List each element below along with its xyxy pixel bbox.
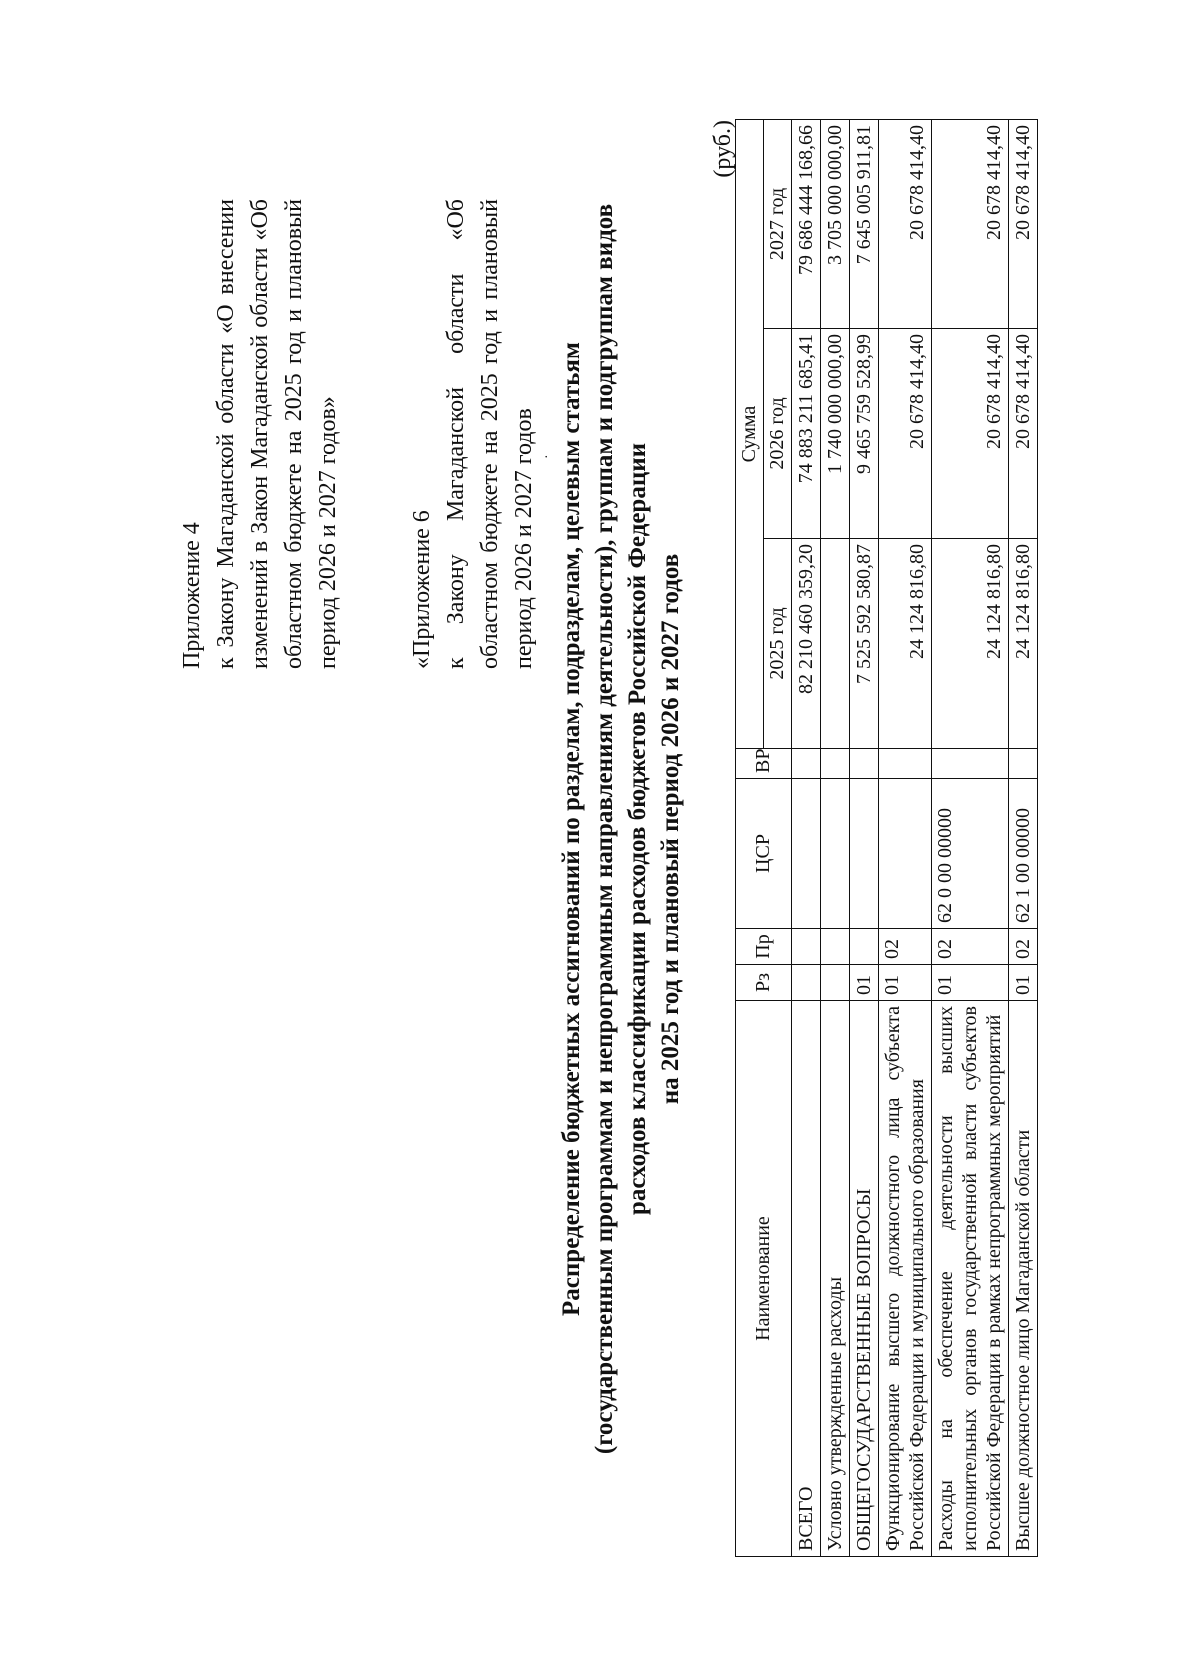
row-sum-2025: 24 124 816,80: [1009, 539, 1038, 749]
title-line: расходов классификации расходов бюджетов Российской Федерации: [624, 442, 651, 1216]
row-rz: [792, 965, 821, 1001]
header-csr: ЦСР: [736, 779, 792, 929]
row-pr: 02: [1009, 929, 1038, 965]
appendix-4-line: к Закону Магаданской области «О внесении изменений в Закон Магаданской области «Об областном бюджете на 2025 год и плановый период 2026 и 2027 годов»: [213, 199, 341, 669]
table-row: [821, 120, 850, 1557]
row-pr: [850, 929, 879, 965]
appendix-6-line: «Приложение 6: [409, 510, 435, 669]
table-row: [932, 120, 1009, 1557]
row-sum-2027: 20 678 414,40: [879, 120, 932, 329]
row-sum-2025: 82 210 460 359,20: [792, 539, 821, 749]
header-2025: 2025 год: [764, 539, 792, 749]
row-sum-2027: 20 678 414,40: [932, 120, 1009, 329]
row-csr: [792, 779, 821, 929]
row-sum-2027: 20 678 414,40: [1009, 120, 1038, 329]
row-sum-2026: 1 740 000 000,00: [821, 329, 850, 539]
row-sum-2025: 24 124 816,80: [879, 539, 932, 749]
table-row: [1009, 120, 1038, 1557]
document-title: [555, 119, 687, 1539]
row-pr: [792, 929, 821, 965]
row-vr: [850, 749, 879, 779]
row-name: Расходы на обеспечение деятельности высших исполнительных органов государственной власти субъектов Российской Федерации в рамках непрограммных мероприятий: [932, 1001, 1009, 1557]
appendix-4-note: [175, 199, 345, 669]
row-sum-2025: [821, 539, 850, 749]
row-sum-2025: 24 124 816,80: [932, 539, 1009, 749]
stray-mark: ·: [540, 454, 555, 459]
row-pr: 02: [879, 929, 932, 965]
row-rz: 01: [932, 965, 1009, 1001]
row-name: Функционирование высшего должностного лица субъекта Российской Федерации и муниципального образования: [879, 1001, 932, 1557]
row-vr: [1009, 749, 1038, 779]
row-sum-2026: 20 678 414,40: [879, 329, 932, 539]
header-2026: 2026 год: [764, 329, 792, 539]
budget-table: [735, 119, 1038, 1557]
row-rz: [821, 965, 850, 1001]
row-sum-2026: 20 678 414,40: [932, 329, 1009, 539]
row-name: ОБЩЕГОСУДАРСТВЕННЫЕ ВОПРОСЫ: [850, 1001, 879, 1557]
row-sum-2027: 79 686 444 168,66: [792, 120, 821, 329]
row-rz: 01: [1009, 965, 1038, 1001]
row-vr: [821, 749, 850, 779]
appendix-4-line: Приложение 4: [179, 522, 205, 669]
header-2027: 2027 год: [764, 120, 792, 329]
row-vr: [932, 749, 1009, 779]
row-vr: [879, 749, 932, 779]
row-sum-2026: 20 678 414,40: [1009, 329, 1038, 539]
title-line: (государственным программам и непрограммным направлениям деятельности), группам и подгруппам видов: [591, 203, 618, 1455]
row-sum-2025: 7 525 592 580,87: [850, 539, 879, 749]
header-sum: Сумма: [736, 120, 764, 749]
unit-label: (руб.): [710, 120, 736, 178]
row-csr: 62 1 00 00000: [1009, 779, 1038, 929]
row-csr: 62 0 00 00000: [932, 779, 1009, 929]
table-row: [850, 120, 879, 1557]
appendix-6-line: к Закону Магаданской области «Об областном бюджете на 2025 год и плановый период 2026 и 2027 годов: [443, 199, 537, 669]
row-sum-2026: 74 883 211 685,41: [792, 329, 821, 539]
header-name: Наименование: [736, 1001, 792, 1557]
row-csr: [879, 779, 932, 929]
row-sum-2027: 7 645 005 911,81: [850, 120, 879, 329]
row-name: Высшее должностное лицо Магаданской области: [1009, 1001, 1038, 1557]
row-sum-2027: 3 705 000 000,00: [821, 120, 850, 329]
header-vr: ВР: [736, 749, 792, 779]
row-vr: [792, 749, 821, 779]
row-sum-2026: 9 465 759 528,99: [850, 329, 879, 539]
appendix-6-note: [405, 199, 541, 669]
row-name: ВСЕГО: [792, 1001, 821, 1557]
row-pr: 02: [932, 929, 1009, 965]
title-line: Распределение бюджетных ассигнований по разделам, подразделам, целевым статьям: [558, 342, 585, 1316]
row-name: Условно утвержденные расходы: [821, 1001, 850, 1557]
title-line: на 2025 год и плановый период 2026 и 2027 годов: [657, 553, 684, 1105]
table-row: [792, 120, 821, 1557]
header-pr: Пр: [736, 929, 792, 965]
table-row: [879, 120, 932, 1557]
header-rz: Рз: [736, 965, 792, 1001]
row-csr: [850, 779, 879, 929]
row-rz: 01: [879, 965, 932, 1001]
table-header-row: [736, 120, 764, 1557]
row-csr: [821, 779, 850, 929]
row-rz: 01: [850, 965, 879, 1001]
row-pr: [821, 929, 850, 965]
